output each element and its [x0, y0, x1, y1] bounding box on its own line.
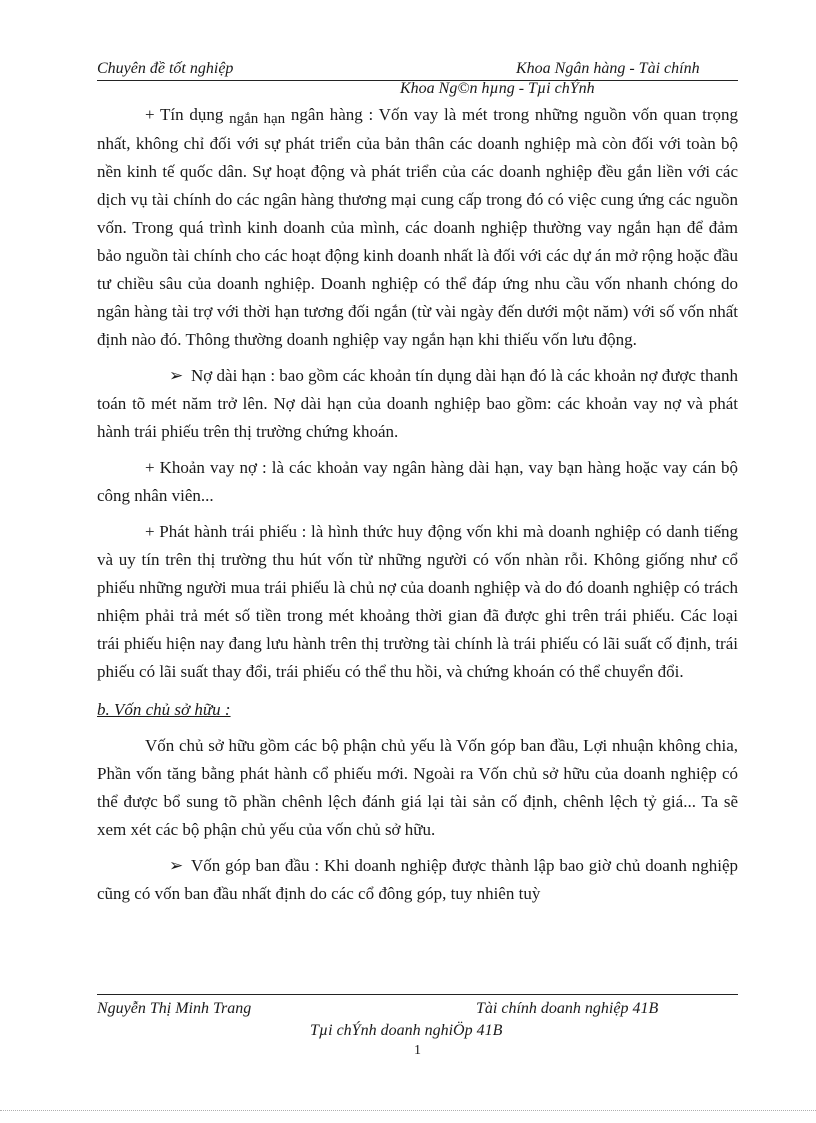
footer-garbled: Tµi chÝnh doanh nghiÖp 41B — [310, 1022, 503, 1039]
header-right: Khoa Ngân hàng - Tài chính — [516, 60, 700, 77]
paragraph-bonds: + Phát hành trái phiếu : là hình thức huy động vốn khi mà doanh nghiệp có danh tiếng và uy tín trên thị trường thu hút vốn từ những người có vốn nhàn rỗi. Không giống như cổ phiếu những người mua trái phiếu là chủ nợ của doanh nghiệp và do đó doanh nghiệp có trách nhiệm phải trả mét số tiền trong mét khoảng thời gian đã được ghi trên trái phiếu. Các loại trái phiếu hiện nay đang lưu hành trên thị trường tài chính là trái phiếu có lãi suất cố định, trái phiếu có lãi suất thay đổi, trái phiếu có thể thu hồi, và chứng khoán có thể chuyển đổi. — [97, 522, 738, 681]
arrow-bullet-icon: ➢ — [169, 366, 184, 385]
p1-sub: ngắn hạn — [229, 111, 286, 127]
paragraph-long-term-debt — [97, 362, 738, 446]
paragraph-loans: + Khoản vay nợ : là các khoản vay ngân hàng dài hạn, vay bạn hàng hoặc vay cán bộ công nhân viên... — [97, 458, 738, 505]
document-body — [97, 101, 738, 908]
p2-text: Nợ dài hạn : bao gồm các khoản tín dụng dài hạn đó là các khoản nợ được thanh toán tõ mét năm trở lên. Nợ dài hạn của doanh nghiệp bao gồm: các khoản vay nợ và phát hành trái phiếu trên thị trường chứng khoán. — [97, 366, 738, 441]
page-edge — [0, 1110, 816, 1111]
header-garbled: Khoa Ng©n hµng - Tµi chÝnh — [400, 80, 595, 97]
header-left: Chuyên đề tốt nghiệp — [97, 60, 234, 77]
page-number: 1 — [414, 1043, 421, 1058]
p6-text: Vốn góp ban đầu : Khi doanh nghiệp được thành lập bao giờ chủ doanh nghiệp cũng có vốn ban đầu nhất định do các cổ đông góp, tuy nhiên tuỳ — [97, 856, 738, 903]
section-heading-equity: b. Vốn chủ sở hữu : — [97, 700, 231, 719]
p1-pre: + Tín dụng — [145, 105, 230, 124]
paragraph-equity: Vốn chủ sở hữu gồm các bộ phận chủ yếu là Vốn góp ban đầu, Lợi nhuận không chia, Phần vốn tăng bằng phát hành cổ phiếu mới. Ngoài ra Vốn chủ sở hữu của doanh nghiệp có thể được bổ sung tõ phần chênh lệch đánh giá lại tài sản cố định, chênh lệch tỷ giá... Ta sẽ xem xét các bộ phận chủ yếu của vốn chủ sở hữu. — [97, 736, 738, 839]
paragraph-short-term-credit — [97, 101, 738, 354]
p1-post: ngân hàng : Vốn vay là mét trong những nguồn vốn quan trọng nhất, không chỉ đối với sự phát triển của bản thân các doanh nghiệp mà còn đối với toàn bộ nền kinh tế quốc dân. Sự hoạt động và phát triển của các doanh nghiệp đều gắn liền với các dịch vụ tài chính do các ngân hàng thương mại cung cấp trong đó có việc cung ứng các nguồn vốn. Trong quá trình kinh doanh của mình, các doanh nghiệp thường vay ngắn hạn để đảm bảo nguồn tài chính cho các hoạt động kinh doanh nhất là đối với các dự án mở rộng hoặc đầu tư chiều sâu của doanh nghiệp. Doanh nghiệp có thể đáp ứng nhu cầu vốn nhanh chóng do ngân hàng tài trợ với thời hạn tương đối ngắn (từ vài ngày đến dưới một năm) với số vốn nhất định nào đó. Thông thường doanh nghiệp vay ngắn hạn khi thiếu vốn lưu động. — [97, 105, 738, 349]
footer-author: Nguyễn Thị Minh Trang — [97, 1000, 252, 1017]
arrow-bullet-icon: ➢ — [169, 856, 184, 875]
footer-rule — [97, 994, 738, 995]
footer-class: Tài chính doanh nghiệp 41B — [476, 1000, 659, 1017]
paragraph-initial-capital — [97, 852, 738, 908]
